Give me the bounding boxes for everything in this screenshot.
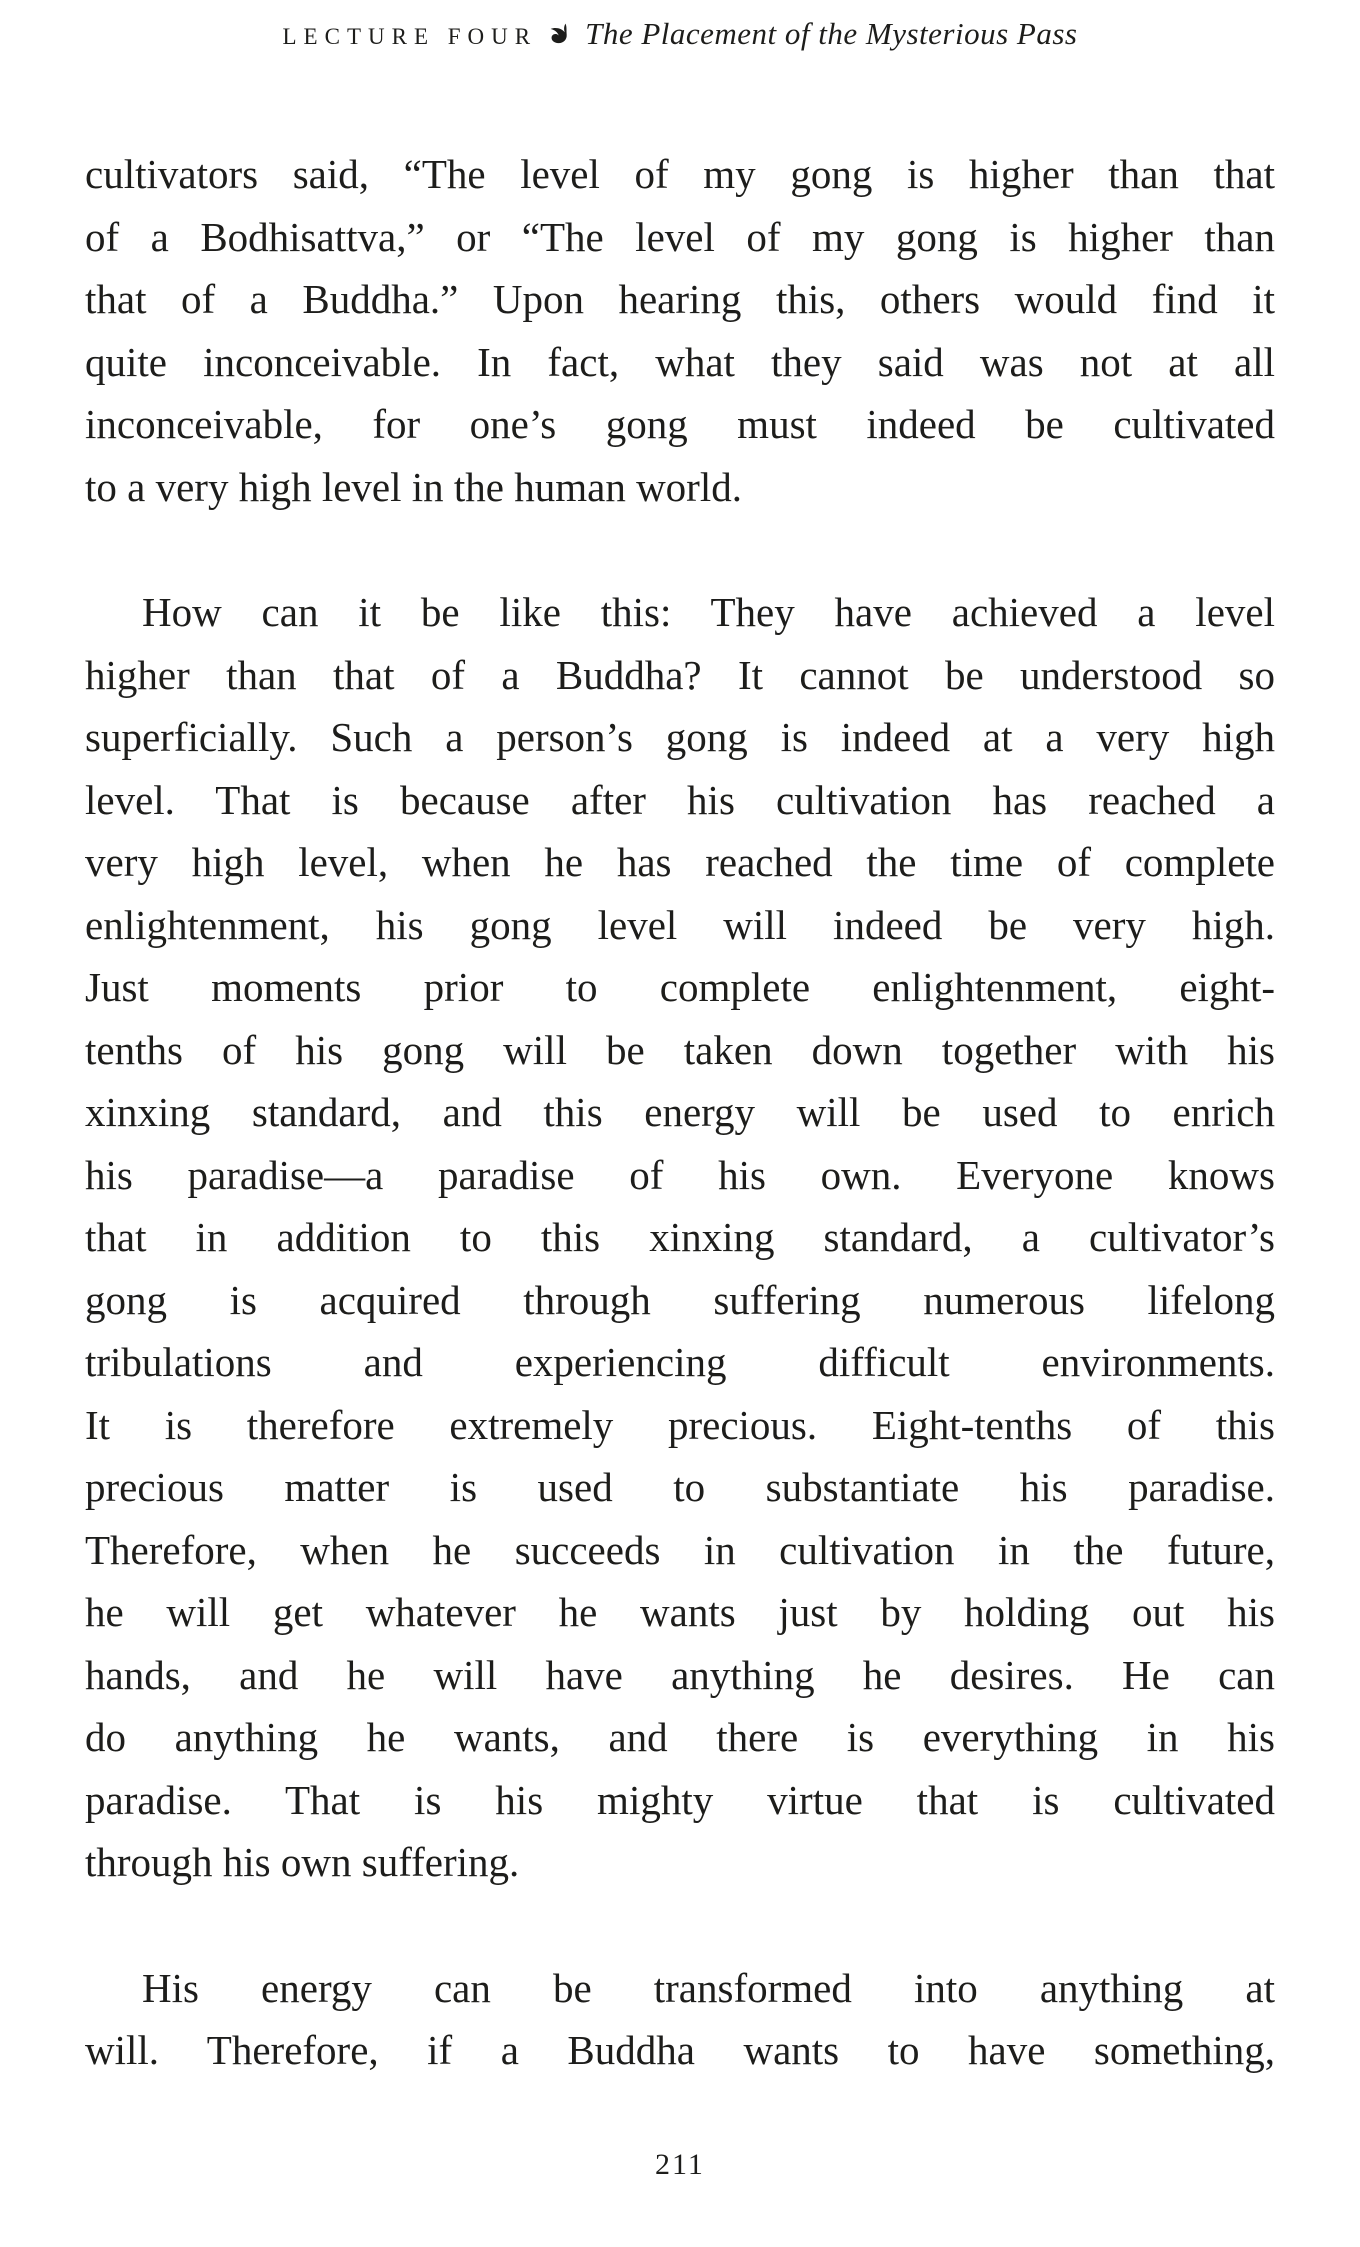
text-line: he will get whatever he wants just by holding out his (85, 1589, 1275, 1635)
text-line: precious matter is used to substantiate his paradise. (85, 1464, 1275, 1510)
text-line: It is therefore extremely precious. Eight-tenths of this (85, 1401, 1275, 1448)
paragraph (85, 581, 1275, 1894)
text-line: Just moments prior to complete enlightenment, eight- (85, 964, 1275, 1010)
text-line: cultivators said, “The level of my gong is higher than that (85, 151, 1275, 197)
text-line: higher than that of a Buddha? It cannot be understood so (85, 651, 1275, 698)
text-line: do anything he wants, and there is everything in his (85, 1714, 1275, 1760)
lecture-number-label: LECTURE FOUR (282, 24, 538, 49)
text-line: superficially. Such a person’s gong is indeed at a very high (85, 714, 1275, 760)
text-line: will. Therefore, if a Buddha wants to have something, (85, 2027, 1275, 2073)
text-line: level. That is because after his cultivation has reached a (85, 776, 1275, 823)
text-line: his paradise—a paradise of his own. Everyone knows (85, 1151, 1275, 1198)
text-line: xinxing standard, and this energy will be used to enrich (85, 1089, 1275, 1135)
text-line: of a Bodhisattva,” or “The level of my gong is higher than (85, 213, 1275, 260)
paragraph (85, 1957, 1275, 2082)
page-number: 211 (655, 2148, 705, 2181)
fleuron-leaf-icon (547, 22, 571, 51)
text-line: through his own suffering. (85, 1839, 520, 1885)
text-line: tribulations and experiencing difficult environments. (85, 1339, 1275, 1385)
paragraph (85, 143, 1275, 518)
text-line: quite inconceivable. In fact, what they said was not at all (85, 338, 1275, 385)
running-head (0, 16, 1360, 52)
chapter-title: The Placement of the Mysterious Pass (585, 16, 1078, 51)
text-line: that in addition to this xinxing standard, a cultivator’s (85, 1214, 1275, 1260)
text-line: tenths of his gong will be taken down together with his (85, 1026, 1275, 1073)
page-body (85, 143, 1275, 2082)
text-line: to a very high level in the human world. (85, 463, 742, 510)
text-line: hands, and he will have anything he desires. He can (85, 1651, 1275, 1698)
text-line: enlightenment, his gong level will indeed be very high. (85, 901, 1275, 948)
text-line: paradise. That is his mighty virtue that is cultivated (85, 1776, 1275, 1823)
text-line: gong is acquired through suffering numerous lifelong (85, 1276, 1275, 1323)
text-line: very high level, when he has reached the time of complete (85, 839, 1275, 885)
text-line: His energy can be transformed into anything at (142, 1964, 1275, 2011)
text-line: inconceivable, for one’s gong must indeed be cultivated (85, 401, 1275, 447)
text-line: that of a Buddha.” Upon hearing this, others would find it (85, 276, 1275, 322)
text-line: Therefore, when he succeeds in cultivation in the future, (85, 1526, 1275, 1573)
text-line: How can it be like this: They have achieved a level (142, 589, 1275, 635)
